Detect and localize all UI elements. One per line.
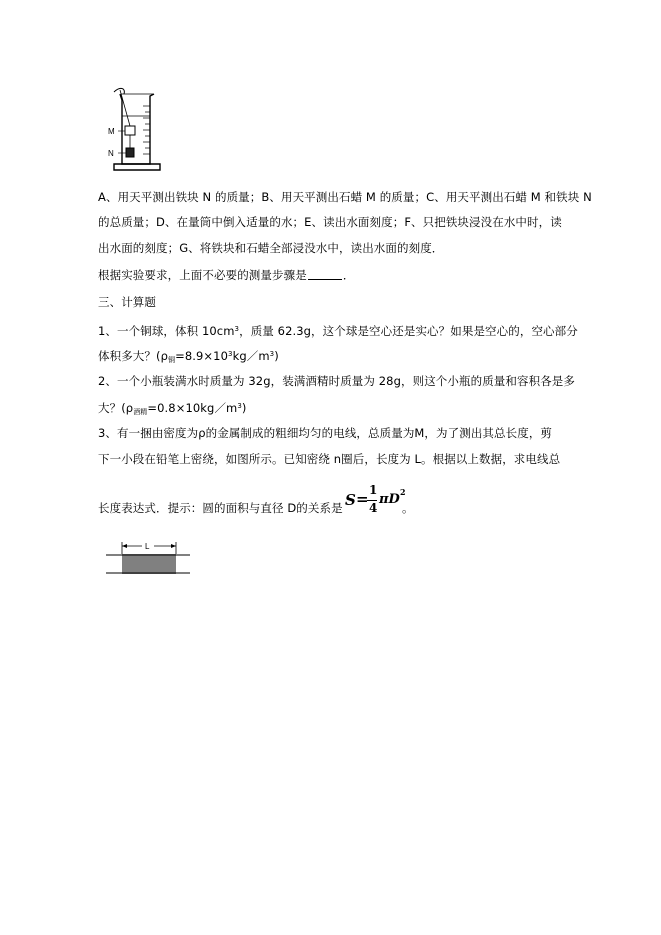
step-line-3: 出水面的刻度；G、将铁块和石蜡全部浸没水中，读出水面的刻度． xyxy=(98,241,444,255)
q2-line2-sup: 3 xyxy=(237,402,242,410)
formula-num: 1 xyxy=(369,483,378,497)
label-l: L xyxy=(145,542,150,551)
formula-eq: = xyxy=(356,490,369,508)
q3-line-3: 长度表达式．提示：圆的面积与直径 D的关系是 xyxy=(98,501,343,515)
q1-line1-a: 1、一个铜球，体积 10cm xyxy=(98,324,235,338)
q1-line1-b: ，质量 62.3g，这个球是空心还是实心？如果是空心的，空心部分 xyxy=(239,324,578,338)
q3-line-2: 下一小段在铅笔上密绕，如图所示。已知密绕 n圈后，长度为 L。根据以上数据，求电线总 xyxy=(98,452,561,466)
q1-line2-sup: 3 xyxy=(228,350,233,358)
q1-line1-sup: 3 xyxy=(234,325,240,333)
answer-blank xyxy=(308,269,342,280)
formula-den: 4 xyxy=(369,501,378,515)
q2-line2-c: ) xyxy=(241,401,247,415)
q2-line-1: 2、一个小瓶装满水时质量为 32g，装满酒精时质量为 28g，则这个小瓶的质量和容积各是多 xyxy=(98,374,575,388)
step-question-end: ． xyxy=(342,268,355,282)
q1-line2-sub: 铜 xyxy=(168,356,176,364)
q3-line-1: 3、有一捆由密度为ρ的金属制成的粗细均匀的电线，总质量为M，为了测出其总长度，剪 xyxy=(98,426,553,440)
formula-rest: πD xyxy=(379,492,400,507)
area-formula xyxy=(345,485,407,519)
formula-s: S xyxy=(345,491,356,509)
formula-sup: 2 xyxy=(400,487,406,497)
step-line-1: A、用天平测出铁块 N 的质量；B、用天平测出石蜡 M 的质量；C、用天平测出石蜡 M 和铁块 N xyxy=(98,190,592,204)
step-question-text: 根据实验要求，上面不必要的测量步骤是 xyxy=(98,268,307,282)
q1-line-2 xyxy=(98,346,279,368)
section-title: 三、计算题 xyxy=(98,295,156,309)
q3-line-3-end: 。 xyxy=(402,501,414,515)
q2-line2-b: =0.8×10kg／m xyxy=(147,401,238,415)
label-n: N xyxy=(108,149,114,158)
q1-line2-sup2: 3 xyxy=(269,350,275,358)
q2-line2-sub: 酒精 xyxy=(133,408,148,416)
step-line-2: 的总质量；D、在量筒中倒入适量的水；E、读出水面刻度；F、只把铁块浸没在水中时，读 xyxy=(98,215,562,229)
graduated-cylinder-figure xyxy=(100,86,170,178)
q2-line-2 xyxy=(98,398,247,420)
label-m: M xyxy=(108,127,115,136)
q1-line-1 xyxy=(98,321,578,339)
coil-on-pencil-figure xyxy=(104,538,194,578)
q1-line2-c: kg／m xyxy=(232,349,270,363)
q1-line2-b: =8.9×10 xyxy=(175,349,229,363)
q1-line2-d: ) xyxy=(274,349,279,363)
step-question xyxy=(98,267,354,283)
q1-line2-a: 体积多大？(ρ xyxy=(98,349,168,363)
q2-line2-a: 大？(ρ xyxy=(98,401,134,415)
